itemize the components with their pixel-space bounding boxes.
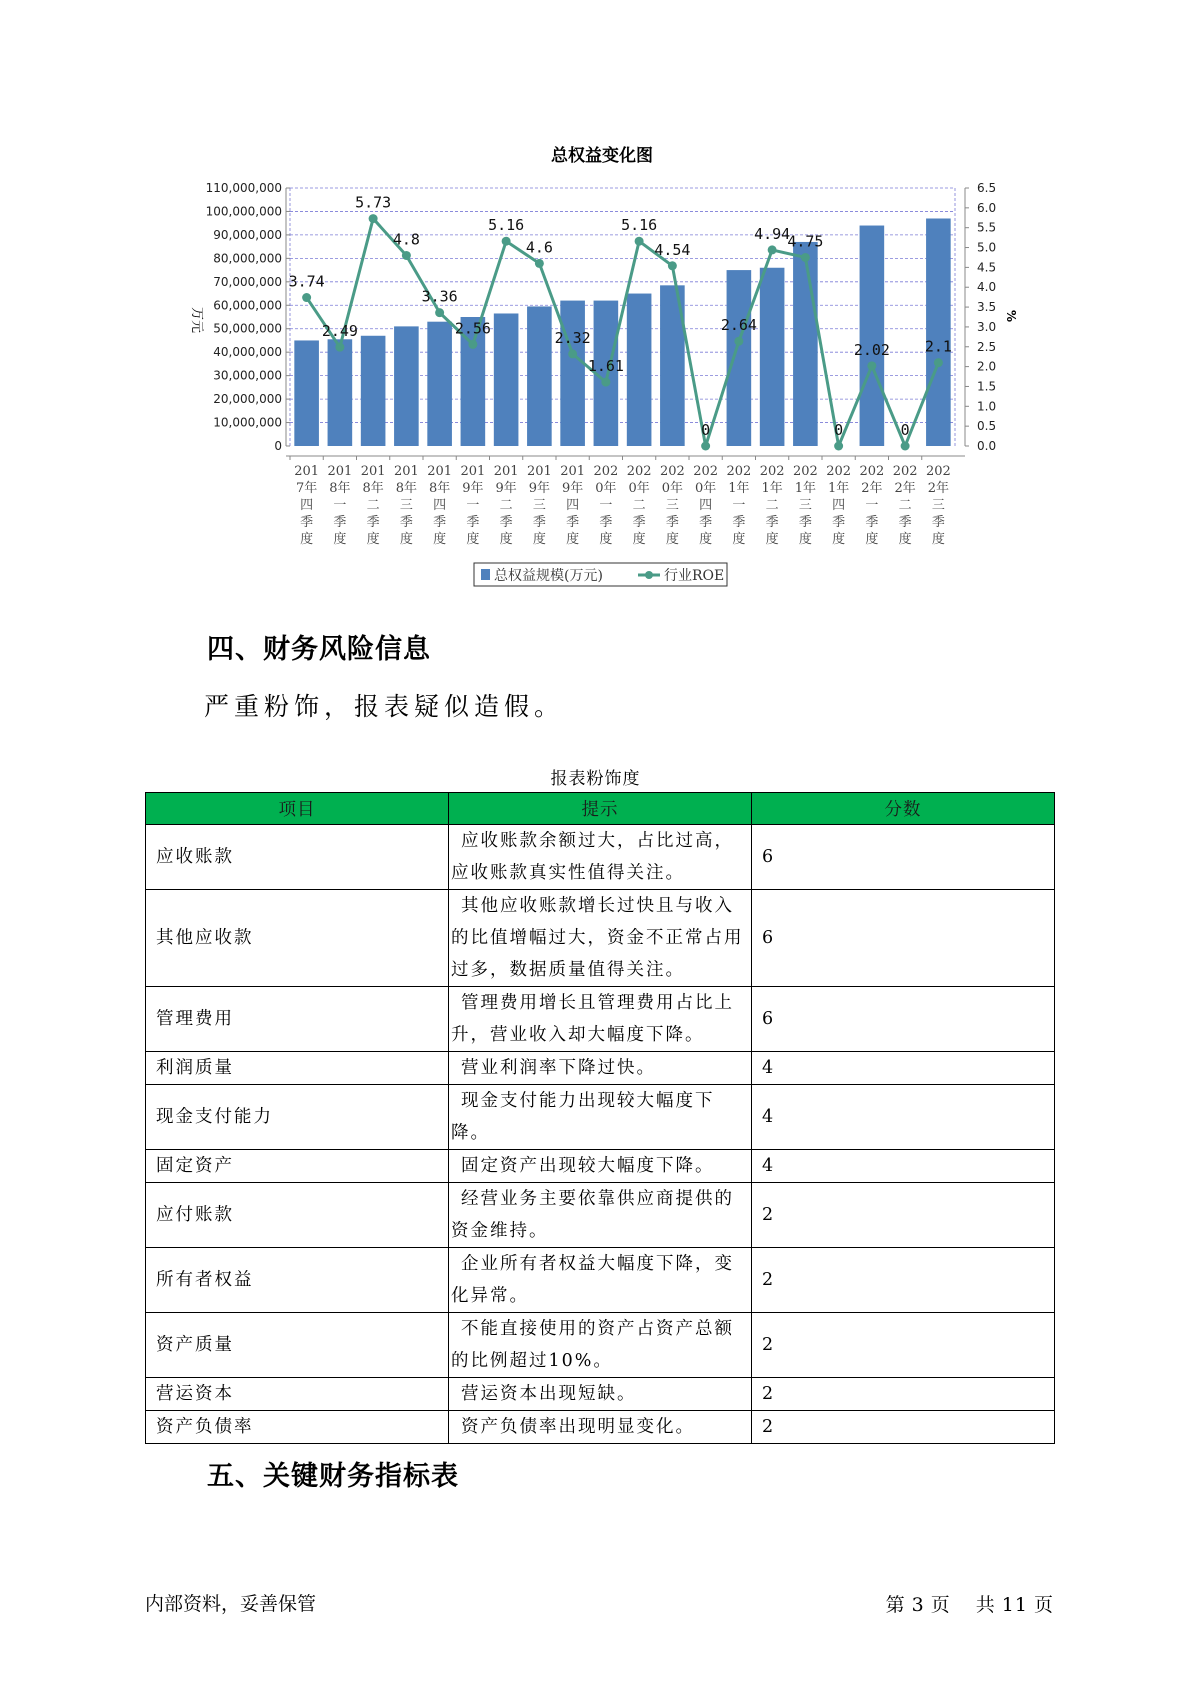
x-tick-label: 度	[499, 532, 513, 547]
y2-tick-label: 3.5	[977, 300, 997, 315]
footer-page-info	[880, 1590, 1054, 1617]
x-tick-label: 2年	[894, 481, 916, 496]
x-tick-label: 7年	[295, 481, 318, 496]
x-tick-label: 202	[659, 464, 685, 479]
roe-data-label: 5.16	[621, 216, 658, 235]
row-item: 利润质量	[146, 1052, 449, 1085]
x-tick-label: 季	[566, 515, 580, 530]
x-tick-label: 季	[333, 515, 347, 530]
x-tick-label: 8年	[362, 481, 384, 496]
row-hint: 营运资本出现短缺。	[449, 1378, 752, 1411]
table-header-row	[146, 793, 1055, 825]
equity-chart	[0, 0, 1191, 600]
x-tick-label: 201	[460, 464, 486, 479]
roe-data-label: 4.54	[654, 240, 691, 259]
row-item: 固定资产	[146, 1150, 449, 1183]
row-score: 2	[752, 1313, 1055, 1378]
y2-tick-label: 4.5	[977, 260, 997, 275]
x-tick-label: 1年	[794, 481, 817, 496]
y-axis-label: 万元	[189, 306, 204, 334]
legend-bar-swatch	[481, 569, 490, 580]
roe-point	[801, 253, 810, 262]
y-tick-label: 80,000,000	[213, 251, 282, 266]
row-item: 管理费用	[146, 987, 449, 1052]
row-item: 所有者权益	[146, 1248, 449, 1313]
bar	[926, 218, 951, 446]
y-tick-label: 70,000,000	[213, 274, 282, 289]
page-number: 3	[911, 1594, 925, 1616]
chart-legend	[474, 563, 727, 586]
x-tick-label: 度	[865, 532, 879, 547]
roe-data-label: 4.75	[787, 232, 824, 251]
y-tick-label: 110,000,000	[205, 181, 282, 195]
x-tick-label: 度	[366, 532, 380, 547]
roe-data-label: 2.56	[454, 319, 491, 338]
x-tick-label: 季	[832, 515, 846, 530]
roe-point	[635, 237, 644, 246]
x-tick-label: 季	[599, 515, 613, 530]
x-tick-label: 一	[599, 498, 613, 513]
legend-line-marker	[645, 571, 653, 579]
table-row	[146, 987, 1055, 1052]
x-tick-label: 202	[759, 464, 785, 479]
x-tick-label: 季	[732, 515, 746, 530]
bar	[294, 340, 319, 446]
section-4-heading: 四、财务风险信息	[207, 634, 431, 665]
bar	[627, 294, 652, 446]
x-tick-label: 度	[898, 532, 912, 547]
x-tick-label: 0年	[595, 481, 617, 496]
x-tick-label: 1年	[761, 481, 783, 496]
x-tick-label: 8年	[428, 481, 451, 496]
y2-tick-label: 5.0	[977, 240, 997, 255]
bar	[760, 268, 785, 446]
row-hint: 企业所有者权益大幅度下降，变化异常。	[449, 1248, 752, 1313]
row-item: 资产质量	[146, 1313, 449, 1378]
y2-tick-label: 1.0	[977, 399, 997, 414]
section-5-heading: 五、关键财务指标表	[207, 1461, 459, 1492]
x-tick-label: 季	[665, 515, 679, 530]
x-tick-label: 202	[925, 464, 951, 479]
y-tick-label: 60,000,000	[213, 298, 282, 313]
y2-tick-label: 6.0	[977, 200, 997, 215]
total-prefix: 共	[975, 1594, 996, 1616]
x-tick-label: 1年	[728, 481, 750, 496]
page-unit: 页	[930, 1594, 951, 1616]
roe-point	[734, 337, 743, 346]
roe-data-label: 2.32	[554, 328, 591, 347]
row-hint: 不能直接使用的资产占资产总额的比例超过10%。	[449, 1313, 752, 1378]
x-tick-label: 2年	[861, 481, 883, 496]
x-tick-label: 201	[294, 464, 320, 479]
bar	[328, 339, 353, 446]
roe-data-label: 3.36	[421, 287, 458, 306]
x-tick-label: 202	[593, 464, 619, 479]
roe-data-label: 1.61	[587, 357, 624, 376]
roe-point	[601, 378, 610, 387]
row-hint: 其他应收账款增长过快且与收入的比值增幅过大，资金不正常占用过多，数据质量值得关注。	[449, 890, 752, 987]
x-tick-label: 三	[931, 498, 945, 513]
roe-data-label: 4.8	[392, 230, 420, 249]
x-tick-label: 季	[499, 515, 513, 530]
x-tick-label: 三	[399, 498, 413, 513]
x-tick-label: 度	[632, 532, 646, 547]
roe-point	[435, 308, 444, 317]
x-tick-label: 二	[632, 498, 646, 513]
roe-point	[335, 343, 344, 352]
x-tick-label: 0年	[694, 481, 717, 496]
x-tick-label: 8年	[395, 481, 418, 496]
table-row	[146, 1150, 1055, 1183]
bar	[560, 301, 585, 446]
x-tick-label: 202	[726, 464, 752, 479]
x-tick-label: 四	[300, 498, 314, 513]
roe-data-label: 5.16	[488, 216, 525, 235]
row-score: 4	[752, 1085, 1055, 1150]
x-tick-label: 201	[493, 464, 519, 479]
x-tick-label: 度	[433, 532, 447, 547]
x-tick-label: 202	[792, 464, 818, 479]
row-item: 资产负债率	[146, 1411, 449, 1444]
x-tick-label: 202	[626, 464, 652, 479]
row-hint: 经营业务主要依靠供应商提供的资金维持。	[449, 1183, 752, 1248]
roe-data-label: 2.02	[853, 340, 890, 359]
row-score: 2	[752, 1378, 1055, 1411]
y-tick-label: 40,000,000	[213, 345, 282, 360]
y2-tick-label: 2.0	[977, 359, 997, 374]
table-row	[146, 1248, 1055, 1313]
x-tick-label: 9年	[528, 481, 551, 496]
table-row	[146, 890, 1055, 987]
x-tick-label: 季	[433, 515, 447, 530]
x-tick-label: 9年	[561, 481, 584, 496]
y2-tick-label: 1.5	[977, 379, 997, 394]
roe-point	[468, 340, 477, 349]
table-caption: 报表粉饰度	[550, 769, 641, 789]
x-tick-label: 201	[526, 464, 552, 479]
row-hint: 现金支付能力出现较大幅度下降。	[449, 1085, 752, 1150]
bar	[860, 226, 885, 446]
x-tick-label: 度	[931, 532, 945, 547]
roe-data-label: 0	[900, 421, 910, 439]
row-score: 2	[752, 1411, 1055, 1444]
chart-x-ticks	[290, 456, 951, 547]
roe-point	[701, 442, 710, 451]
chart-y-ticks	[206, 181, 290, 453]
x-tick-label: 度	[765, 532, 779, 547]
x-tick-label: 四	[832, 498, 846, 513]
y2-tick-label: 5.5	[977, 220, 997, 235]
x-tick-label: 季	[898, 515, 912, 530]
x-tick-label: 季	[765, 515, 779, 530]
roe-data-label: 4.94	[754, 224, 791, 243]
x-tick-label: 四	[433, 498, 447, 513]
roe-data-label: 3.74	[288, 272, 325, 291]
bar	[427, 322, 452, 446]
row-hint: 管理费用增长且管理费用占比上升，营业收入却大幅度下降。	[449, 987, 752, 1052]
x-tick-label: 三	[532, 498, 546, 513]
x-tick-label: 四	[699, 498, 713, 513]
roe-point	[402, 251, 411, 260]
roe-point	[502, 237, 511, 246]
table-row	[146, 1085, 1055, 1150]
y-tick-label: 90,000,000	[213, 227, 282, 242]
x-tick-label: 201	[327, 464, 353, 479]
roe-data-label: 5.73	[355, 193, 392, 212]
y2-tick-label: 2.5	[977, 339, 997, 354]
x-tick-label: 一	[865, 498, 879, 513]
row-hint: 固定资产出现较大幅度下降。	[449, 1150, 752, 1183]
x-tick-label: 度	[798, 532, 812, 547]
x-tick-label: 202	[826, 464, 852, 479]
column-header-item: 项目	[146, 793, 449, 825]
x-tick-label: 二	[499, 498, 513, 513]
x-tick-label: 8年	[329, 481, 351, 496]
row-hint: 资产负债率出现明显变化。	[449, 1411, 752, 1444]
x-tick-label: 二	[366, 498, 380, 513]
row-item: 应收账款	[146, 825, 449, 890]
roe-data-label: 0	[834, 421, 844, 439]
x-tick-label: 季	[466, 515, 480, 530]
row-score: 6	[752, 890, 1055, 987]
roe-data-label: 2.1	[924, 337, 952, 356]
x-tick-label: 季	[632, 515, 646, 530]
x-tick-label: 1年	[827, 481, 850, 496]
x-tick-label: 0年	[661, 481, 684, 496]
column-header-score: 分数	[752, 793, 1055, 825]
total-pages: 11	[1001, 1594, 1028, 1616]
table-row	[146, 1183, 1055, 1248]
risk-summary-text: 严重粉饰，报表疑似造假。	[204, 692, 565, 721]
roe-data-label: 2.64	[720, 316, 757, 335]
bar	[727, 270, 752, 446]
x-tick-label: 202	[892, 464, 918, 479]
row-score: 2	[752, 1248, 1055, 1313]
chart-roe-line	[289, 194, 952, 451]
table-row	[146, 1052, 1055, 1085]
x-tick-label: 度	[566, 532, 580, 547]
x-tick-label: 度	[532, 532, 546, 547]
roe-point	[901, 442, 910, 451]
x-tick-label: 201	[360, 464, 386, 479]
x-tick-label: 201	[427, 464, 453, 479]
total-unit: 页	[1033, 1594, 1054, 1616]
roe-point	[668, 261, 677, 270]
x-tick-label: 202	[859, 464, 885, 479]
x-tick-label: 二	[765, 498, 779, 513]
x-tick-label: 度	[699, 532, 713, 547]
roe-data-label: 2.49	[321, 322, 358, 341]
row-hint: 营业利润率下降过快。	[449, 1052, 752, 1085]
x-tick-label: 度	[832, 532, 846, 547]
x-tick-label: 季	[300, 515, 314, 530]
table-row	[146, 1313, 1055, 1378]
x-tick-label: 一	[466, 498, 480, 513]
y2-axis-label: %	[1004, 309, 1018, 323]
bar	[793, 242, 818, 446]
x-tick-label: 度	[599, 532, 613, 547]
y2-tick-label: 4.0	[977, 280, 997, 295]
row-score: 4	[752, 1150, 1055, 1183]
x-tick-label: 201	[560, 464, 586, 479]
y-tick-label: 30,000,000	[213, 368, 282, 383]
x-tick-label: 度	[466, 532, 480, 547]
x-tick-label: 9年	[495, 481, 517, 496]
x-tick-label: 三	[665, 498, 679, 513]
roe-point	[768, 245, 777, 254]
column-header-hint: 提示	[449, 793, 752, 825]
roe-point	[867, 361, 876, 370]
x-tick-label: 度	[333, 532, 347, 547]
x-tick-label: 度	[665, 532, 679, 547]
table-row	[146, 1411, 1055, 1444]
table-row	[146, 825, 1055, 890]
roe-point	[934, 358, 943, 367]
roe-point	[568, 349, 577, 358]
roe-point	[302, 293, 311, 302]
x-tick-label: 四	[566, 498, 580, 513]
x-tick-label: 季	[366, 515, 380, 530]
y2-tick-label: 0.0	[977, 439, 997, 453]
y2-tick-label: 3.0	[977, 319, 997, 334]
x-tick-label: 202	[693, 464, 719, 479]
bar	[361, 336, 386, 446]
bar	[494, 313, 519, 446]
x-tick-label: 季	[931, 515, 945, 530]
footer-confidential-note: 内部资料，妥善保管	[145, 1593, 317, 1615]
row-score: 6	[752, 987, 1055, 1052]
x-tick-label: 度	[732, 532, 746, 547]
chart-y2-ticks	[965, 181, 996, 453]
x-tick-label: 9年	[462, 481, 484, 496]
row-item: 应付账款	[146, 1183, 449, 1248]
y-tick-label: 20,000,000	[213, 392, 282, 407]
x-tick-label: 201	[393, 464, 419, 479]
y-tick-label: 10,000,000	[213, 415, 282, 430]
x-tick-label: 季	[865, 515, 879, 530]
roe-point	[369, 214, 378, 223]
x-tick-label: 二	[898, 498, 912, 513]
x-tick-label: 一	[732, 498, 746, 513]
row-score: 4	[752, 1052, 1055, 1085]
x-tick-label: 一	[333, 498, 347, 513]
legend-line-label: 行业ROE	[664, 568, 725, 584]
bar	[394, 326, 419, 446]
roe-point	[834, 442, 843, 451]
x-tick-label: 度	[399, 532, 413, 547]
row-item: 现金支付能力	[146, 1085, 449, 1150]
x-tick-label: 度	[300, 532, 314, 547]
bar	[527, 306, 552, 446]
x-tick-label: 季	[399, 515, 413, 530]
row-score: 2	[752, 1183, 1055, 1248]
row-item: 其他应收款	[146, 890, 449, 987]
x-tick-label: 0年	[628, 481, 650, 496]
roe-data-label: 4.6	[525, 238, 553, 257]
y-tick-label: 100,000,000	[205, 204, 282, 219]
page-prefix: 第	[885, 1594, 906, 1616]
y2-tick-label: 0.5	[977, 419, 997, 434]
risk-table	[145, 792, 1055, 1444]
row-score: 6	[752, 825, 1055, 890]
table-row	[146, 1378, 1055, 1411]
y2-tick-label: 6.5	[977, 181, 997, 195]
y-tick-label: 0	[274, 439, 282, 453]
chart-title: 总权益变化图	[551, 146, 653, 166]
x-tick-label: 季	[532, 515, 546, 530]
row-hint: 应收账款余额过大，占比过高，应收账款真实性值得关注。	[449, 825, 752, 890]
y-tick-label: 50,000,000	[213, 321, 282, 336]
legend-bar-label: 总权益规模(万元)	[494, 568, 603, 584]
roe-data-label: 0	[701, 421, 711, 439]
x-tick-label: 季	[798, 515, 812, 530]
x-tick-label: 三	[798, 498, 812, 513]
row-item: 营运资本	[146, 1378, 449, 1411]
x-tick-label: 2年	[927, 481, 950, 496]
roe-point	[535, 259, 544, 268]
x-tick-label: 季	[699, 515, 713, 530]
